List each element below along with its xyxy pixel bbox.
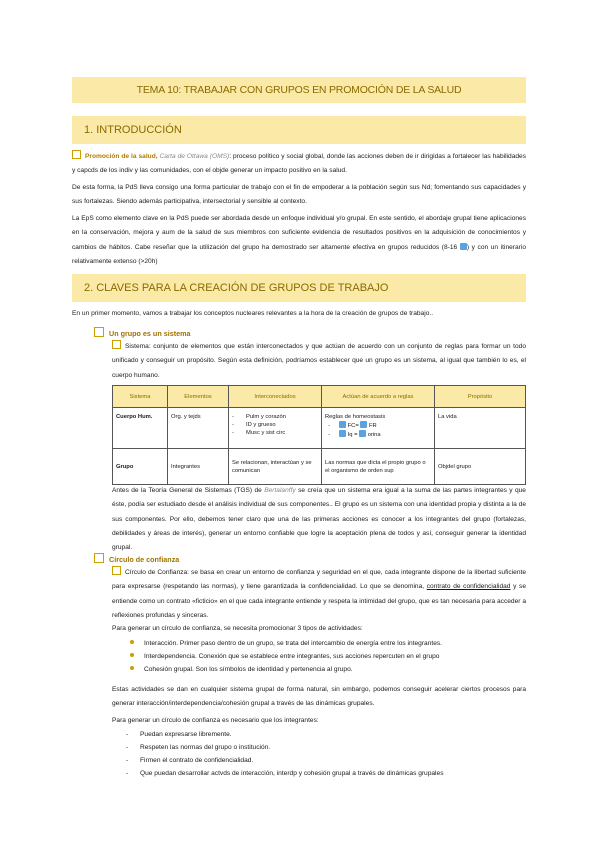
table-row — [113, 449, 526, 485]
list-item: - Puedan expresarse libremente. — [126, 731, 232, 738]
subheading-circulo — [94, 553, 179, 564]
list-item: - Pulm y corazón — [232, 414, 286, 420]
document-title: TEMA 10: TRABAJAR CON GRUPOS EN PROMOCIÓN DE LA SALUD — [72, 77, 526, 103]
checkbox-icon — [112, 566, 121, 575]
list-item: - Respeten las normas del grupo o institución. — [126, 744, 271, 751]
author-name: Bertalanffy — [264, 487, 296, 494]
paragraph-sistema — [112, 340, 526, 383]
table-cell: La vida — [435, 408, 526, 449]
paragraph-text: La EpS como elemento clave en la PdS puede ser abordada desde un enfoque individual y/o grupal. En este sentido, el abordaje grupal tiene aplicaciones en la conservación, mejora y aum de la salud de sus miembros con suficiente evidencia de resultados positivos en la adquisición de conocimientos y cambios de hábitos. Cabe reseñar que la utilización del grupo ha demostrado ser altamente efectiva en grupos reducidos (8-16 — [72, 215, 526, 251]
up-arrow-emoji-icon — [360, 421, 367, 428]
subheading-text: Un grupo es un sistema — [109, 329, 191, 338]
table-cell: Las normas que dicta el propio grupo o el organismo de orden sup — [322, 449, 435, 485]
subheading-text: Círculo de confianza — [109, 555, 180, 564]
paragraph-tgs — [112, 484, 526, 555]
paragraph-text: ) y con un itinerario relativamente extenso (>20h) — [72, 243, 526, 265]
list-item: Interacción. Primer paso dentro de un grupo, se trata del intercambio de energía entre los integrantes. — [130, 638, 442, 651]
checkbox-icon — [112, 340, 121, 349]
table-header: Elementos — [168, 386, 229, 408]
cell-text: Reglas de homeostasis — [325, 414, 386, 420]
table-header-row — [113, 386, 526, 408]
paragraph-text: y se entiende como un contrato «ficticio» en el que cada integrante entiende y respeta la intimidad del grupo, que es tan necesaria para acceder a reflexiones profundas y sinceras. — [112, 583, 526, 619]
table-cell: Objdel grupo — [435, 449, 526, 485]
list-item: - ID y grueso — [232, 422, 276, 428]
table-cell — [322, 408, 435, 449]
paragraph-text: se creía que un sistema era igual a la suma de las partes integrantes y que éste, podía ser estudiado desde el análisis individual de sus componentes.. El grupo es un sistema con una identidad propia y distinta a la de sus componentes. Por ello, debemos tener claro que una de las primeras acciones es conocer a los integrantes del grupo (fortalezas, debilidades y áreas de interés), generar un entorno confiable que logre la aceptación plena de todos y así, conseguir generar la identidad grupal. — [112, 487, 526, 552]
table-cell: Org. y tejds — [168, 408, 229, 449]
necesario-intro: Para generar un círculo de confianza es necesario que los integrantes: — [112, 717, 319, 724]
sistemas-table — [112, 385, 526, 485]
up-arrow-emoji-icon — [339, 430, 346, 437]
up-arrow-emoji-icon — [339, 421, 346, 428]
table-cell — [229, 408, 322, 449]
table-cell: Cuerpo Hum. — [113, 408, 168, 449]
checkbox-icon — [94, 553, 104, 563]
list-item: - Musc y sist circ — [232, 430, 286, 436]
list-item: - FC= FR — [325, 423, 377, 429]
citation-ottawa: Carta de Ottawa (OMS) — [159, 153, 230, 160]
table-header: Interconectados — [229, 386, 322, 408]
section-heading-claves: 2. CLAVES PARA LA CREACIÓN DE GRUPOS DE TRABAJO — [72, 274, 526, 302]
subheading-sistema — [94, 327, 190, 338]
term-contrato: contrato de confidencialidad — [426, 583, 511, 591]
table-cell: Se relacionan, interactúan y se comunican — [229, 449, 322, 485]
table-cell: Grupo — [113, 449, 168, 485]
list-item: - Firmen el contrato de confidencialidad. — [126, 757, 254, 764]
paragraph-pds: De esta forma, la PdS lleva consigo una forma particular de trabajo con el fin de empoderar a la población según sus Nd; fomentando sus capacidades y sus fortalezas. Siendo además participativa, intersectorial y sensible al contexto. — [72, 184, 526, 206]
checkbox-icon — [72, 150, 81, 159]
bullet-icon — [130, 640, 134, 644]
paragraph-dinamicas: Estas actividades se dan en cualquier sistema grupal de forma natural, sin embargo, podemos conseguir acelerar ciertos procesos para generar interacción/interdependencia/cohesión grupal a través de las dinámicas grupales. — [112, 686, 526, 708]
table-header: Sistema — [113, 386, 168, 408]
people-emoji-icon — [460, 243, 467, 250]
list-item: - Iq = orina — [325, 432, 381, 438]
paragraph-text: Círculo de Confianza: se basa en crear un entorno de confianza y seguridad en el que, cada integrante dispone de la libertad suficiente para expresarse (respetando las normas), y tiene garantizada la confidencialidad. Lo que se denomina, — [112, 569, 526, 591]
checkbox-icon — [94, 327, 104, 337]
paragraph-promocion-salud — [72, 150, 526, 179]
list-item: Interdependencia. Conexión que se establece entre integrantes, sus acciones repercuten en el grupo — [130, 651, 439, 664]
paragraph-text: : proceso político y social global, donde las acciones deben de ir dirigidas a fortalecer las habilidades y capcds de los indiv y las comunidades, con el objde generar un impacto positivo en la salud. — [72, 153, 526, 175]
bullet-icon — [130, 666, 134, 670]
paragraph-circulo — [112, 566, 526, 623]
section-heading-introduccion: 1. INTRODUCCIÓN — [72, 116, 526, 144]
paragraph-text: Antes de la Teoría General de Sistemas (TGS) de — [112, 487, 262, 494]
list-item: - Que puedan desarrollar actvds de interacción, interdp y cohesión grupal a través de dinámicas grupales — [126, 770, 444, 777]
paragraph-text: Sistema: conjunto de elementos que están interconectados y que actúan de acuerdo con un conjunto de reglas para formar un todo unificado y conseguir un propósito. Según esta definición, podríamos establecer que un grupo es un sistema, al igual que también lo es, el cuerpo humano. — [112, 343, 526, 379]
paragraph-intro-claves: En un primer momento, vamos a trabajar los conceptos nucleares relevantes a la hora de la creación de grupos de trabajo.. — [72, 310, 434, 317]
table-header: Actúan de acuerdo a reglas — [322, 386, 435, 408]
table-header: Propósito — [435, 386, 526, 408]
table-cell: Integrantes — [168, 449, 229, 485]
bullet-icon — [130, 653, 134, 657]
term-promocion-salud: Promoción de la salud, — [85, 153, 158, 160]
table-row — [113, 408, 526, 449]
list-item: Cohesión grupal. Son los símbolos de identidad y pertenencia al grupo. — [130, 664, 353, 677]
paragraph-eps — [72, 212, 526, 269]
actividades-intro: Para generar un círculo de confianza, se necesita promocionar 3 tipos de actividades: — [112, 625, 363, 632]
up-arrow-emoji-icon — [359, 430, 366, 437]
